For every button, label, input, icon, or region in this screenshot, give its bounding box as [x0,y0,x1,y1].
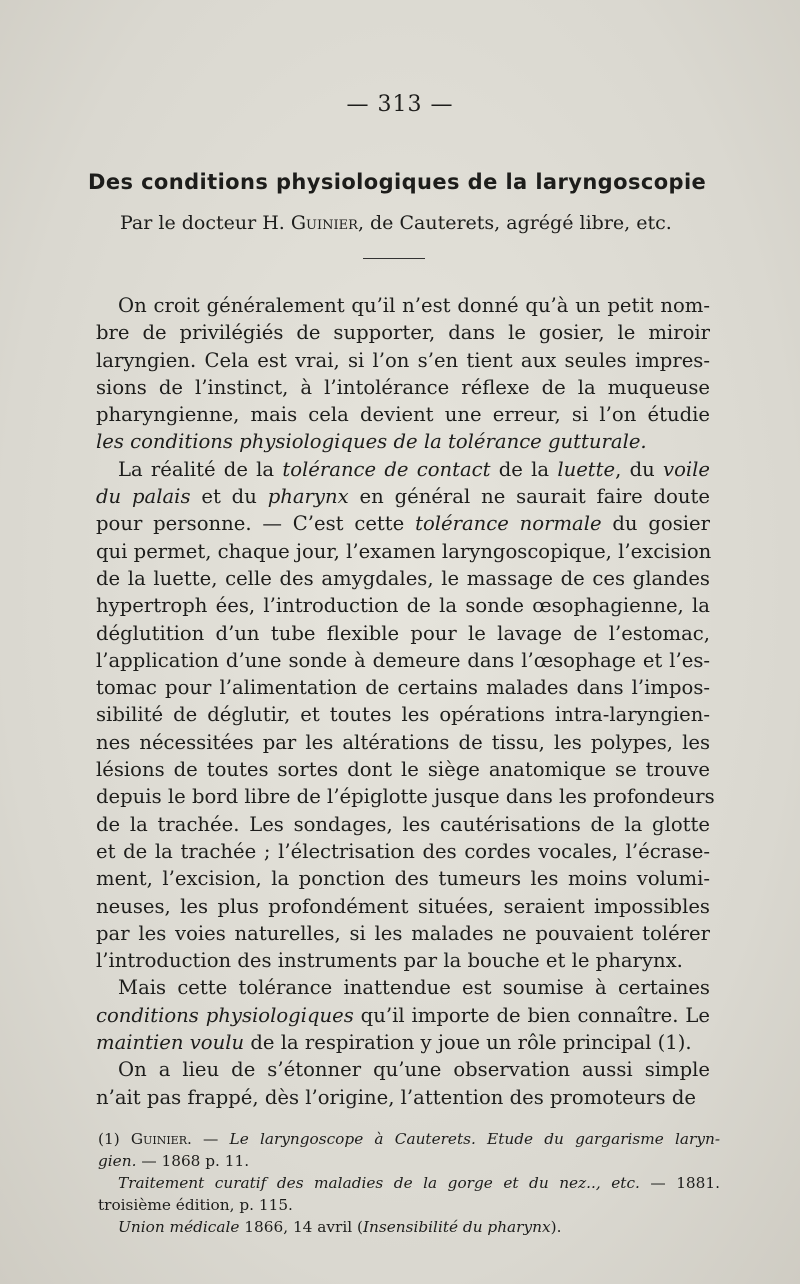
footnote-text-segment: 1866, 14 avril ( [239,1218,363,1236]
body-line [96,947,710,974]
footnote-text-segment: ). [550,1218,562,1236]
body-line [96,428,710,455]
body-line [96,510,710,537]
body-line [96,974,710,1001]
body-line [96,1029,710,1056]
body-text-segment: voile [663,457,710,481]
footnote-line [98,1128,720,1150]
body-text-segment: par les voies naturelles, si les malades ne pouvaient tolérer [96,921,710,945]
body-line [96,701,710,728]
body-line [96,401,710,428]
footnote-line [98,1194,720,1216]
body-text-segment: n’ait pas frappé, dès l’origine, l’attention des promoteurs de [96,1085,696,1109]
article-title: Des conditions physiologiques de la laryngoscopie [88,170,707,194]
footnote-text-segment: Guinier [130,1130,187,1148]
footnote-line [98,1172,720,1194]
body-text-segment: qu’il importe de bien connaître. Le [353,1003,710,1027]
body-line [96,374,710,401]
body-text-segment: déglutition d’un tube flexible pour le lavage de l’estomac, [96,621,710,645]
body-text-segment: On a lieu de s’étonner qu’une observation aussi simple [118,1058,710,1082]
body-text-segment: maintien voulu [96,1031,245,1055]
body-text-segment: sibilité de déglutir, et toutes les opérations intra-laryngien- [96,703,710,727]
body-line [96,620,710,647]
footnote-text-segment: — 1881. [639,1174,720,1192]
body-text-segment: et du [190,485,268,509]
footnotes [98,1128,720,1238]
body-line [96,592,710,619]
body-line [96,865,710,892]
body-text-segment: du gosier [601,512,710,536]
body-line [96,456,710,483]
body-text-segment: neuses, les plus profondément situées, seraient impossibles [96,894,710,918]
body-line [96,893,710,920]
body-text-segment: l’application d’une sonde à demeure dans l’œsophage et l’es- [96,648,710,672]
body-text-segment: du palais [96,485,191,509]
body-text-segment: de la respiration y joue un rôle principal (1). [244,1031,692,1055]
body-text-segment: en général ne saurait faire doute [348,485,710,509]
body-line [96,483,710,510]
footnote-text-segment: Le laryngoscope à Cauterets. Etude du gargarisme laryn- [229,1130,721,1148]
body-text-segment: tomac pour l’alimentation de certains malades dans l’impos- [96,676,710,700]
byline-author: Guinier [290,212,358,234]
footnote-line [98,1216,720,1238]
body-line [96,1002,710,1029]
body-text-segment: pharynx [267,485,349,509]
body-text-segment: nes nécessitées par les altérations de tissu, les polypes, les [96,730,710,754]
footnote-text-segment: — 1868 p. 11. [136,1152,250,1170]
body-text-segment: La réalité de la [118,457,283,481]
byline-suffix: , de Cauterets, agrégé libre, etc. [357,212,672,234]
body-line [96,347,710,374]
footnote-text-segment: . — [187,1130,230,1148]
body-line [96,292,710,319]
byline [120,212,720,234]
footnote-text-segment: gien. [98,1152,137,1170]
body-text-segment: conditions physiologiques [96,1003,354,1027]
body-line [96,920,710,947]
body-text-segment: On croit généralement qu’il n’est donné qu’à un petit nom- [118,294,710,317]
body-text-segment: de la luette, celle des amygdales, le massage de ces glandes [96,566,710,590]
body-line [96,756,710,783]
body-text-segment: pour personne. — C’est cette [96,512,416,536]
body-text-segment: laryngien. Cela est vrai, si l’on s’en tient aux seules impres- [96,348,710,372]
body-text-segment: et de la trachée ; l’électrisation des cordes vocales, l’écrase- [96,839,710,863]
body-line [96,565,710,592]
body-text-segment: lésions de toutes sortes dont le siège anatomique se trouve [96,758,710,782]
body-text [96,292,715,1111]
footnote-text-segment: Union médicale [118,1218,240,1236]
title-divider [363,258,425,259]
page-number: — 313 — [346,92,454,117]
body-line [96,674,710,701]
body-line [96,1084,710,1111]
body-text-segment: de la [490,457,558,481]
body-text-segment: l’introduction des instruments par la bouche et le pharynx. [96,949,683,973]
body-text-segment: tolérance normale [415,512,602,536]
footnote-line [98,1150,720,1172]
byline-prefix: Par le docteur H. [120,212,291,234]
body-line [96,811,710,838]
footnote-text-segment: Traitement curatif des maladies de la gorge et du nez.., etc. [118,1174,640,1192]
body-text-segment: pharyngienne, mais cela devient une erreur, si l’on étudie [96,403,710,427]
body-text-segment: Mais cette tolérance inattendue est soumise à certaines [118,976,710,1000]
body-text-segment: tolérance de contact [282,457,491,481]
body-text-segment: sions de l’instinct, à l’intolérance réflexe de la muqueuse [96,375,710,399]
footnote-text-segment: Insensibilité du pharynx [362,1218,551,1236]
body-text-segment: qui permet, chaque jour, l’examen laryngoscopique, l’excision [96,539,712,563]
body-text-segment: hypertroph ées, l’introduction de la sonde œsophagienne, la [96,594,710,618]
body-line [96,1056,710,1083]
body-line [96,319,710,346]
body-text-segment: luette [557,457,616,481]
body-text-segment: depuis le bord libre de l’épiglotte jusque dans les profondeurs [96,785,715,809]
body-text-segment: bre de privilégiés de supporter, dans le gosier, le miroir [96,321,710,345]
body-line [96,783,715,810]
body-line [96,647,710,674]
body-text-segment: ment, l’excision, la ponction des tumeurs les moins volumi- [96,867,710,891]
body-line [96,729,710,756]
body-line [96,538,710,565]
footnote-text-segment: troisième édition, p. 115. [98,1196,293,1214]
body-text-segment: , du [615,457,663,481]
body-line [96,838,710,865]
body-text-segment: de la trachée. Les sondages, les cautérisations de la glotte [96,812,710,836]
body-text-segment: les conditions physiologiques de la tolérance gutturale. [96,430,647,454]
footnote-text-segment: (1) [98,1130,131,1148]
